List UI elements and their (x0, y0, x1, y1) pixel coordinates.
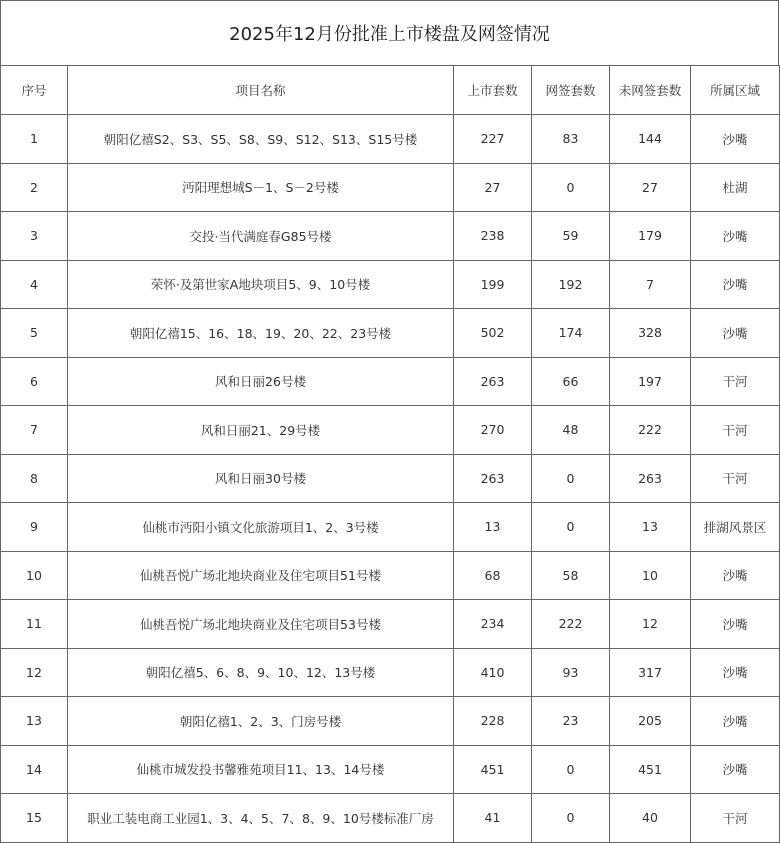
cell-area: 沙嘴 (691, 551, 780, 600)
cell-project-name: 朝阳亿禧5、6、8、9、10、12、13号楼 (68, 648, 454, 697)
table-row (1, 309, 780, 358)
header-area: 所属区域 (691, 66, 780, 115)
table-row (1, 745, 780, 794)
cell-no: 2 (1, 163, 68, 212)
cell-project-name: 交投·当代满庭春G85号楼 (68, 212, 454, 261)
cell-no: 8 (1, 454, 68, 503)
cell-listed: 227 (454, 115, 532, 164)
cell-unsigned: 179 (610, 212, 691, 261)
cell-signed: 174 (532, 309, 610, 358)
cell-listed: 41 (454, 794, 532, 843)
cell-no: 12 (1, 648, 68, 697)
cell-area: 干河 (691, 406, 780, 455)
table-row (1, 794, 780, 843)
cell-project-name: 风和日丽30号楼 (68, 454, 454, 503)
cell-listed: 199 (454, 260, 532, 309)
cell-signed: 83 (532, 115, 610, 164)
cell-listed: 263 (454, 454, 532, 503)
cell-no: 4 (1, 260, 68, 309)
cell-signed: 0 (532, 745, 610, 794)
cell-project-name: 仙桃市城发投书馨雅苑项目11、13、14号楼 (68, 745, 454, 794)
cell-signed: 93 (532, 648, 610, 697)
header-no: 序号 (1, 66, 68, 115)
table-row (1, 212, 780, 261)
table-row (1, 648, 780, 697)
cell-no: 13 (1, 697, 68, 746)
cell-unsigned: 10 (610, 551, 691, 600)
header-row (1, 66, 780, 115)
cell-no: 1 (1, 115, 68, 164)
cell-project-name: 朝阳亿禧1、2、3、门房号楼 (68, 697, 454, 746)
cell-project-name: 沔阳理想城S－1、S－2号楼 (68, 163, 454, 212)
cell-signed: 59 (532, 212, 610, 261)
housing-table (0, 65, 780, 843)
cell-signed: 58 (532, 551, 610, 600)
cell-no: 5 (1, 309, 68, 358)
table-row (1, 503, 780, 552)
cell-unsigned: 144 (610, 115, 691, 164)
cell-no: 14 (1, 745, 68, 794)
cell-area: 沙嘴 (691, 115, 780, 164)
cell-signed: 0 (532, 454, 610, 503)
cell-listed: 238 (454, 212, 532, 261)
table-title: 2025年12月份批准上市楼盘及网签情况 (0, 0, 779, 66)
cell-unsigned: 12 (610, 600, 691, 649)
cell-project-name: 仙桃吾悦广场北地块商业及住宅项目53号楼 (68, 600, 454, 649)
cell-area: 沙嘴 (691, 648, 780, 697)
cell-area: 排湖风景区 (691, 503, 780, 552)
header-listed: 上市套数 (454, 66, 532, 115)
header-unsigned: 未网签套数 (610, 66, 691, 115)
table-row (1, 115, 780, 164)
cell-area: 沙嘴 (691, 600, 780, 649)
cell-unsigned: 328 (610, 309, 691, 358)
table-row (1, 260, 780, 309)
table-row (1, 406, 780, 455)
cell-listed: 228 (454, 697, 532, 746)
cell-signed: 0 (532, 794, 610, 843)
cell-area: 沙嘴 (691, 260, 780, 309)
cell-listed: 270 (454, 406, 532, 455)
cell-unsigned: 263 (610, 454, 691, 503)
cell-no: 11 (1, 600, 68, 649)
cell-signed: 0 (532, 163, 610, 212)
cell-signed: 192 (532, 260, 610, 309)
cell-project-name: 朝阳亿禧S2、S3、S5、S8、S9、S12、S13、S15号楼 (68, 115, 454, 164)
table-body (1, 115, 780, 843)
cell-project-name: 荣怀·及第世家A地块项目5、9、10号楼 (68, 260, 454, 309)
cell-signed: 66 (532, 357, 610, 406)
cell-project-name: 朝阳亿禧15、16、18、19、20、22、23号楼 (68, 309, 454, 358)
cell-listed: 234 (454, 600, 532, 649)
cell-project-name: 风和日丽21、29号楼 (68, 406, 454, 455)
table-row (1, 600, 780, 649)
cell-listed: 451 (454, 745, 532, 794)
header-signed: 网签套数 (532, 66, 610, 115)
table-row (1, 454, 780, 503)
cell-no: 9 (1, 503, 68, 552)
cell-project-name: 仙桃市沔阳小镇文化旅游项目1、2、3号楼 (68, 503, 454, 552)
cell-listed: 68 (454, 551, 532, 600)
cell-listed: 502 (454, 309, 532, 358)
cell-area: 杜湖 (691, 163, 780, 212)
table-row (1, 163, 780, 212)
cell-area: 沙嘴 (691, 212, 780, 261)
cell-unsigned: 451 (610, 745, 691, 794)
cell-signed: 48 (532, 406, 610, 455)
cell-area: 干河 (691, 357, 780, 406)
cell-no: 3 (1, 212, 68, 261)
table-row (1, 697, 780, 746)
cell-area: 干河 (691, 454, 780, 503)
cell-no: 6 (1, 357, 68, 406)
cell-area: 干河 (691, 794, 780, 843)
cell-listed: 27 (454, 163, 532, 212)
cell-unsigned: 13 (610, 503, 691, 552)
cell-area: 沙嘴 (691, 697, 780, 746)
cell-area: 沙嘴 (691, 309, 780, 358)
cell-area: 沙嘴 (691, 745, 780, 794)
cell-unsigned: 205 (610, 697, 691, 746)
table-row (1, 357, 780, 406)
cell-no: 10 (1, 551, 68, 600)
cell-signed: 0 (532, 503, 610, 552)
cell-unsigned: 40 (610, 794, 691, 843)
table-row (1, 551, 780, 600)
cell-listed: 410 (454, 648, 532, 697)
cell-unsigned: 222 (610, 406, 691, 455)
cell-signed: 222 (532, 600, 610, 649)
cell-no: 7 (1, 406, 68, 455)
cell-listed: 13 (454, 503, 532, 552)
cell-listed: 263 (454, 357, 532, 406)
cell-unsigned: 317 (610, 648, 691, 697)
cell-unsigned: 7 (610, 260, 691, 309)
cell-unsigned: 197 (610, 357, 691, 406)
cell-unsigned: 27 (610, 163, 691, 212)
cell-project-name: 风和日丽26号楼 (68, 357, 454, 406)
cell-project-name: 仙桃吾悦广场北地块商业及住宅项目51号楼 (68, 551, 454, 600)
cell-no: 15 (1, 794, 68, 843)
header-project-name: 项目名称 (68, 66, 454, 115)
cell-project-name: 职业工装电商工业园1、3、4、5、7、8、9、10号楼标准厂房 (68, 794, 454, 843)
cell-signed: 23 (532, 697, 610, 746)
